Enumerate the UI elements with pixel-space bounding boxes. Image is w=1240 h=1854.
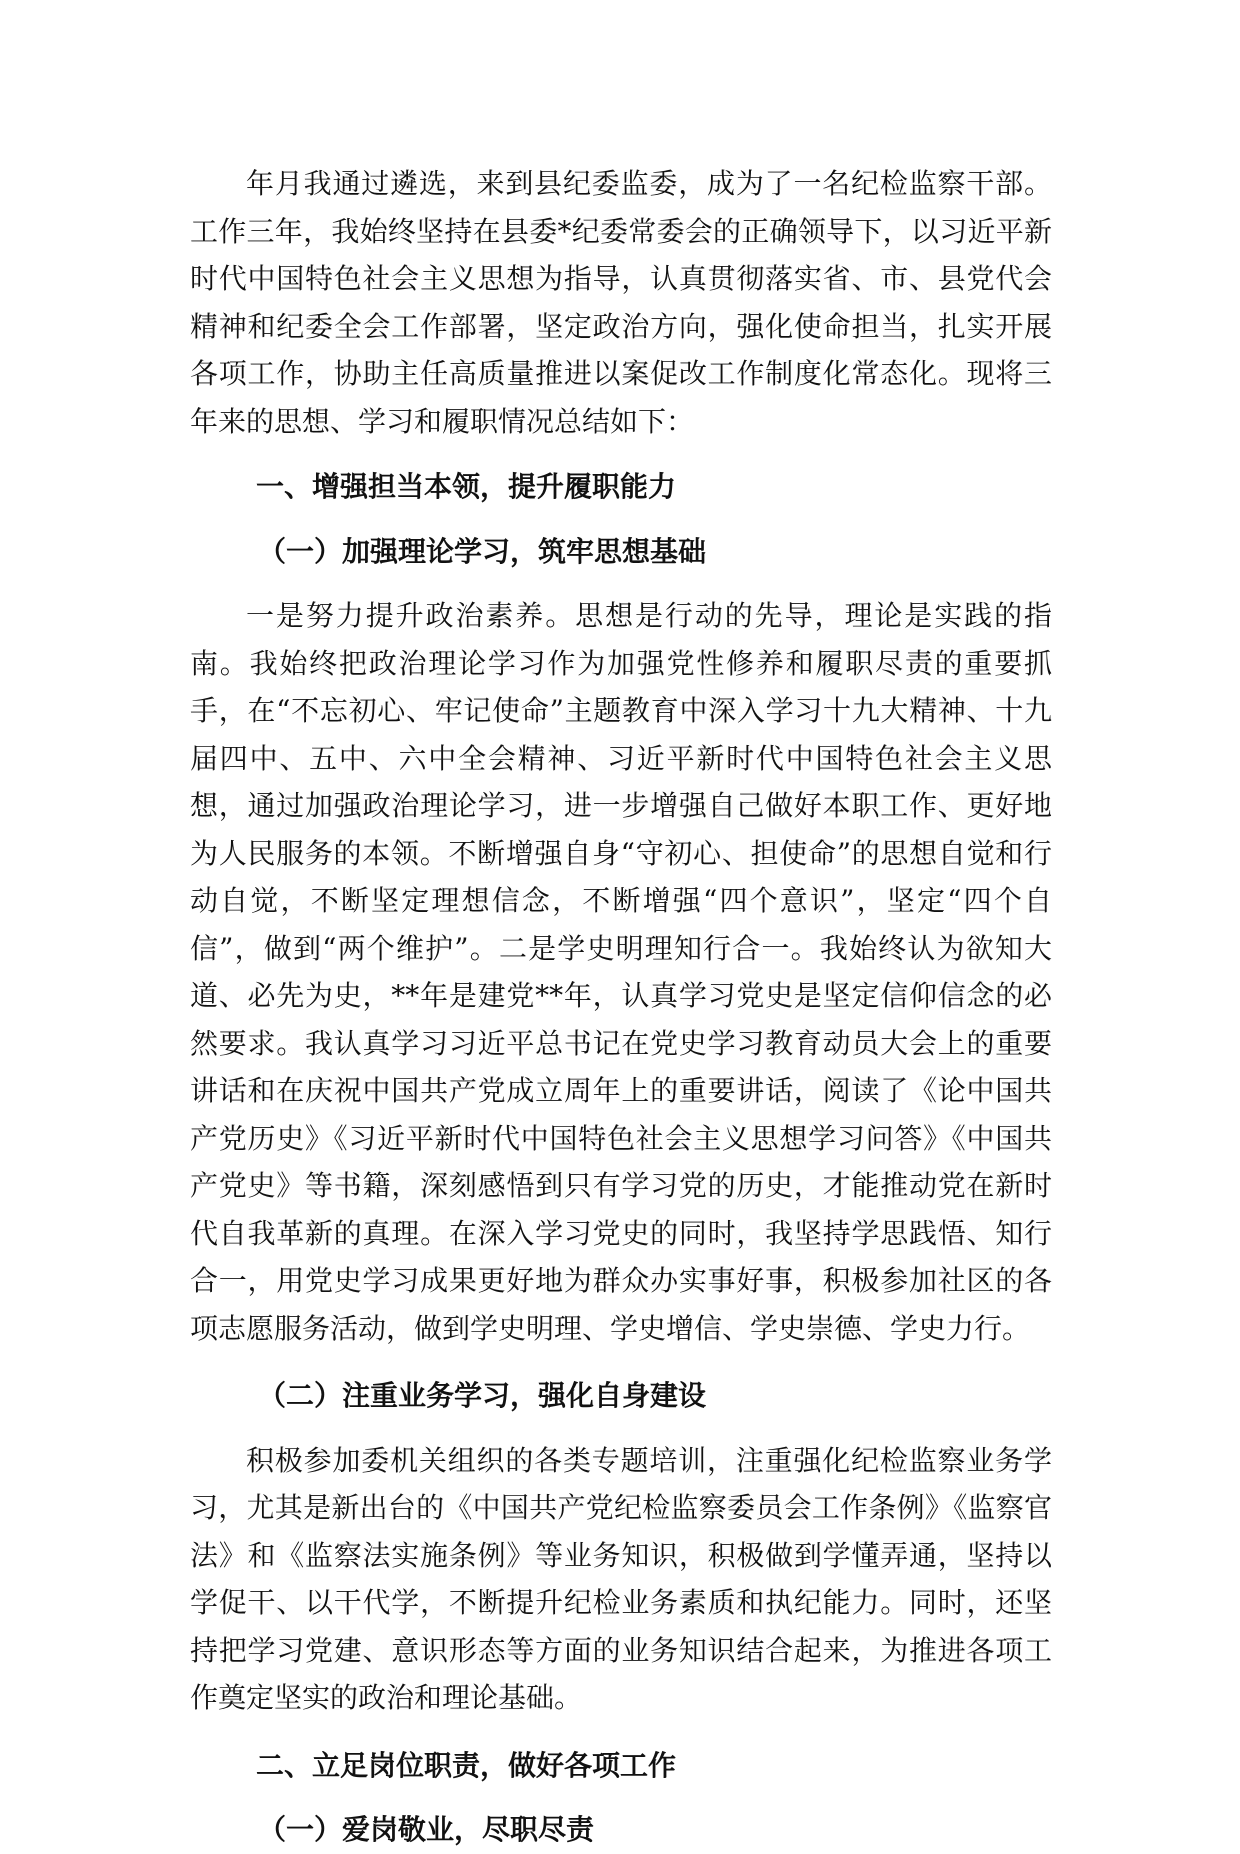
section-heading-1: 一、增强担当本领，提升履职能力 xyxy=(256,470,677,503)
document-page xyxy=(190,160,1052,1854)
body-paragraph-1-2: 积极参加委机关组织的各类专题培训，注重强化纪检监察业务学习，尤其是新出台的《中国共产党纪检监察委员会工作条例》《监察官法》和《监察法实施条例》等业务知识，积极做到学懂弄通，坚持以学促干、以干代学，不断提升纪检业务素质和执纪能力。同时，还坚持把学习党建、意识形态等方面的业务知识结合起来，为推进各项工作奠定坚实的政治和理论基础。 xyxy=(190,1443,1052,1714)
subsection-heading-1-1: （一）加强理论学习，筑牢思想基础 xyxy=(258,534,707,568)
intro-paragraph: 年月我通过遴选，来到县纪委监委，成为了一名纪检监察干部。工作三年，我始终坚持在县委*纪委常委会的正确领导下，以习近平新时代中国特色社会主义思想为指导，认真贯彻落实省、市、县党代会精神和纪委全会工作部署，坚定政治方向，强化使命担当，扎实开展各项工作，协助主任高质量推进以案促改工作制度化常态化。现将三年来的思想、学习和履职情况总结如下： xyxy=(190,167,1052,438)
body-paragraph-1-1: 一是努力提升政治素养。思想是行动的先导，理论是实践的指南。我始终把政治理论学习作为加强党性修养和履职尽责的重要抓手，在“不忘初心、牢记使命”主题教育中深入学习十九大精神、十九届四中、五中、六中全会精神、习近平新时代中国特色社会主义思想，通过加强政治理论学习，进一步增强自己做好本职工作、更好地为人民服务的本领。不断增强自身“守初心、担使命”的思想自觉和行动自觉，不断坚定理想信念，不断增强“四个意识”，坚定“四个自信”，做到“两个维护”。二是学史明理知行合一。我始终认为欲知大道、必先为史，**年是建党**年，认真学习党史是坚定信仰信念的必然要求。我认真学习习近平总书记在党史学习教育动员大会上的重要讲话和在庆祝中国共产党成立周年上的重要讲话，阅读了《论中国共产党历史》《习近平新时代中国特色社会主义思想学习问答》《中国共产党史》等书籍，深刻感悟到只有学习党的历史，才能推动党在新时代自我革新的真理。在深入学习党史的同时，我坚持学思践悟、知行合一，用党史学习成果更好地为群众办实事好事，积极参加社区的各项志愿服务活动，做到学史明理、学史增信、学史崇德、学史力行。 xyxy=(190,599,1052,1345)
section-heading-2: 二、立足岗位职责，做好各项工作 xyxy=(256,1748,677,1782)
subsection-heading-1-2: （二）注重业务学习，强化自身建设 xyxy=(258,1379,707,1412)
subsection-heading-2-1: （一）爱岗敬业，尽职尽责 xyxy=(258,1813,595,1846)
